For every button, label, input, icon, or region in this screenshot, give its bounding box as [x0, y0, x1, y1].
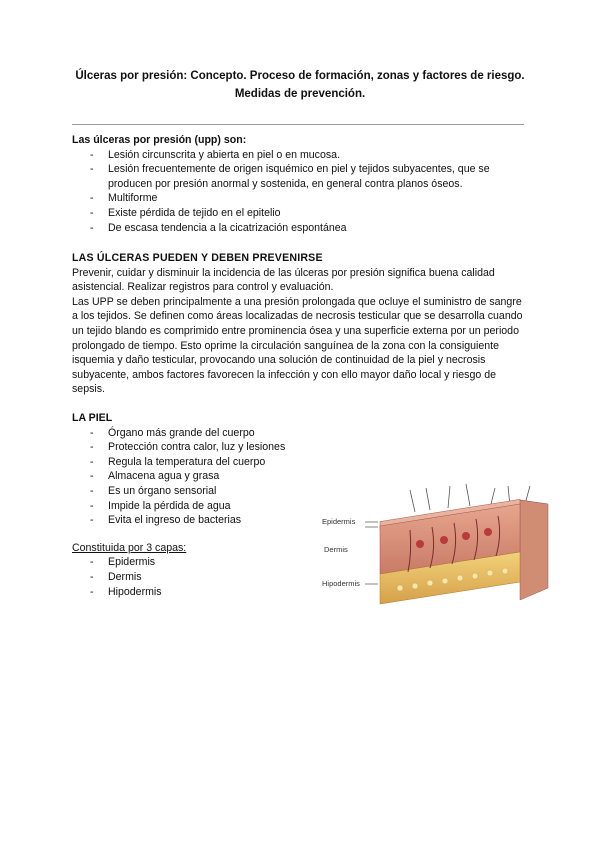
hypodermis-label: Hipodermis [322, 579, 360, 588]
prevention-section [72, 251, 524, 397]
upp-heading: Las úlceras por presión (upp) son: [72, 134, 247, 146]
title-line-2: Medidas de prevención. [234, 88, 366, 100]
prevention-paragraph-2: Las UPP se deben principalmente a una presión prolongada que ocluye el suministro de sangre a los tejidos. Se definen como áreas localizadas de necrosis testicular que se desarrolla cuando un tejido blando es comprimido entre prominencia ósea y una superficie externa por un periodo prolongado de tiempo. Esto oprime la circulación sanguínea de la zona con la consiguiente isquemia y daño testicular, provocando una solución de continuidad de la piel y necrosis subyacente, ambos factores favorecen la infección y con ello mayor daño local y riesgo de sepsis. [72, 295, 523, 396]
list-item: - Lesión circunscrita y abierta en piel o en mucosa. [90, 148, 524, 163]
page-title [60, 67, 540, 103]
list-item: - Lesión frecuentemente de origen isquémico en piel y tejidos subyacentes, que se producen por presión anormal y sostenida, en general contra planos óseos. [90, 162, 524, 191]
title-line-1: Úlceras por presión: Concepto. Proceso de formación, zonas y factores de riesgo. [75, 70, 525, 82]
skin-cross-section-figure [320, 482, 552, 612]
list-item: - Regula la temperatura del cuerpo [90, 455, 322, 470]
prevention-paragraph-1: Prevenir, cuidar y disminuir la incidencia de las úlceras por presión significa buena calidad asistencial. Realizar registros para control y evaluación. [72, 266, 495, 294]
list-item: - Es un órgano sensorial [90, 484, 322, 499]
dermis-label: Dermis [324, 545, 348, 554]
list-item: - Órgano más grande del cuerpo [90, 426, 322, 441]
list-item: - De escasa tendencia a la cicatrización espontánea [90, 221, 524, 236]
horizontal-rule [72, 124, 524, 125]
skin-section [72, 411, 322, 599]
list-item: - Protección contra calor, luz y lesiones [90, 440, 322, 455]
upp-section [72, 133, 524, 235]
list-item: - Evita el ingreso de bacterias [90, 513, 322, 528]
layers-list [72, 555, 322, 599]
list-item: - Almacena agua y grasa [90, 469, 322, 484]
list-item: - Epidermis [90, 555, 322, 570]
list-item: - Existe pérdida de tejido en el epitelio [90, 206, 524, 221]
epidermis-label: Epidermis [322, 517, 356, 526]
layers-heading: Constituida por 3 capas: [72, 541, 187, 554]
list-item: - Impide la pérdida de agua [90, 499, 322, 514]
list-item: - Dermis [90, 570, 322, 585]
list-item: - Hipodermis [90, 585, 322, 600]
list-item: - Multiforme [90, 191, 524, 206]
skin-heading: LA PIEL [72, 412, 113, 424]
upp-list [72, 148, 524, 236]
skin-diagram-image [320, 482, 552, 612]
skin-list [72, 426, 322, 528]
prevention-heading: LAS ÚLCERAS PUEDEN Y DEBEN PREVENIRSE [72, 252, 323, 264]
